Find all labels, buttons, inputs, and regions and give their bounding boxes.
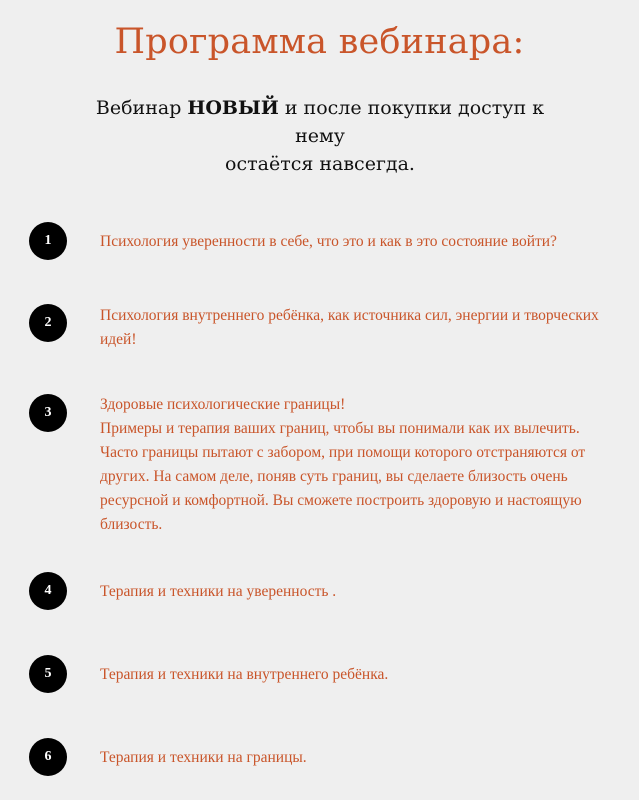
program-item-text [100, 393, 620, 537]
item-line: других. На самом деле, поняв суть границ, вы сделаете близость очень [100, 468, 568, 485]
number-badge [29, 655, 67, 693]
number-badge [29, 304, 67, 342]
page-title: Программа вебинара: [114, 22, 525, 62]
item-line: Терапия и техники на границы. [100, 749, 307, 766]
program-item-text [100, 230, 620, 254]
number-badge [29, 394, 67, 432]
program-item-text [100, 304, 620, 352]
subtitle-text-pre: Вебинар [95, 97, 188, 119]
subtitle [90, 94, 550, 178]
number-badge-label: 2 [44, 315, 52, 330]
number-badge-label: 1 [44, 233, 52, 248]
number-badge-label: 5 [44, 666, 52, 681]
program-item-text [100, 746, 620, 770]
number-badge [29, 222, 67, 260]
item-line: идей! [100, 331, 137, 348]
number-badge-label: 6 [44, 749, 52, 764]
item-line: Психология уверенности в себе, что это и как в это состояние войти? [100, 233, 557, 250]
item-line: Терапия и техники на уверенность . [100, 583, 337, 600]
subtitle-bold-new: НОВЫЙ [187, 97, 279, 119]
item-line: Терапия и техники на внутреннего ребёнка. [100, 666, 389, 683]
number-badge-label: 4 [44, 583, 52, 598]
number-badge [29, 738, 67, 776]
subtitle-line2: остаётся навсегда. [225, 153, 415, 175]
subtitle-text-post: и после покупки доступ к нему [278, 97, 545, 147]
item-line: ресурсной и комфортной. Вы сможете построить здоровую и настоящую [100, 492, 582, 509]
item-line: Психология внутреннего ребёнка, как источника сил, энергии и творческих [100, 307, 599, 324]
item-line: близость. [100, 516, 163, 533]
program-item-text [100, 580, 620, 604]
item-line: Часто границы пытают с забором, при помощи которого отстраняются от [100, 444, 586, 461]
number-badge-label: 3 [44, 405, 52, 420]
item-line: Примеры и терапия ваших границ, чтобы вы понимали как их вылечить. [100, 420, 580, 437]
number-badge [29, 572, 67, 610]
program-item-text [100, 663, 620, 687]
item-line: Здоровые психологические границы! [100, 396, 346, 413]
